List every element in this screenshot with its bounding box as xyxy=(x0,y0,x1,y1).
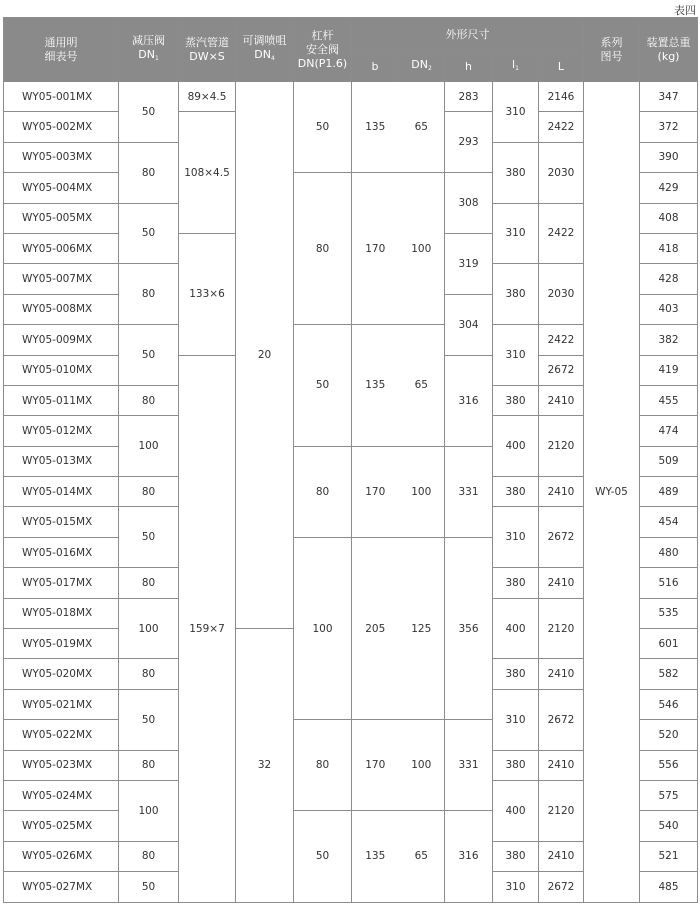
dn1-cell: 50 xyxy=(119,872,179,902)
l1-cell: 310 xyxy=(493,507,539,568)
b-cell: 170 xyxy=(352,720,399,811)
header-dn1: 减压阀 $DN_1$ xyxy=(119,18,179,82)
safety-valve-cell: 80 xyxy=(294,720,352,811)
weight-cell: 408 xyxy=(640,203,698,233)
L-cell: 2672 xyxy=(539,507,584,568)
dn1-cell: 50 xyxy=(119,82,179,143)
safety-valve-cell: 100 xyxy=(294,537,352,719)
l1-cell: 400 xyxy=(493,416,539,477)
h-cell: 356 xyxy=(445,537,493,719)
model-number-cell: WY05-019MX xyxy=(4,629,119,659)
h-cell: 331 xyxy=(445,720,493,811)
model-number-cell: WY05-003MX xyxy=(4,142,119,172)
l1-cell: 310 xyxy=(493,872,539,902)
safety-valve-cell: 50 xyxy=(294,82,352,173)
l1-cell: 380 xyxy=(493,477,539,507)
L-cell: 2120 xyxy=(539,598,584,659)
pipe-cell: 159×7 xyxy=(179,355,236,902)
header-name: 通用明 细表号 xyxy=(4,18,119,82)
header-dn4: 可调喷咀 $DN_4$ xyxy=(236,18,294,82)
model-number-cell: WY05-026MX xyxy=(4,841,119,871)
b-cell: 135 xyxy=(352,325,399,447)
L-cell: 2146 xyxy=(539,82,584,112)
weight-cell: 575 xyxy=(640,780,698,810)
dn1-cell: 80 xyxy=(119,568,179,598)
dn2-cell: 65 xyxy=(399,82,445,173)
L-cell: 2410 xyxy=(539,841,584,871)
model-number-cell: WY05-007MX xyxy=(4,264,119,294)
weight-cell: 582 xyxy=(640,659,698,689)
model-number-cell: WY05-027MX xyxy=(4,872,119,902)
weight-cell: 418 xyxy=(640,233,698,263)
l1-cell: 380 xyxy=(493,385,539,415)
spec-table xyxy=(3,17,698,903)
weight-cell: 521 xyxy=(640,841,698,871)
L-cell: 2030 xyxy=(539,142,584,203)
model-number-cell: WY05-005MX xyxy=(4,203,119,233)
weight-cell: 546 xyxy=(640,689,698,719)
model-number-cell: WY05-012MX xyxy=(4,416,119,446)
model-number-cell: WY05-021MX xyxy=(4,689,119,719)
L-cell: 2410 xyxy=(539,659,584,689)
table-body xyxy=(4,82,698,903)
weight-cell: 489 xyxy=(640,477,698,507)
weight-cell: 480 xyxy=(640,537,698,567)
model-number-cell: WY05-024MX xyxy=(4,780,119,810)
dn1-cell: 80 xyxy=(119,841,179,871)
L-cell: 2672 xyxy=(539,355,584,385)
L-cell: 2120 xyxy=(539,416,584,477)
model-number-cell: WY05-025MX xyxy=(4,811,119,841)
model-number-cell: WY05-002MX xyxy=(4,112,119,142)
weight-cell: 454 xyxy=(640,507,698,537)
dn1-cell: 80 xyxy=(119,659,179,689)
model-number-cell: WY05-017MX xyxy=(4,568,119,598)
header-series: 系列 图号 xyxy=(584,18,640,82)
pipe-cell: 108×4.5 xyxy=(179,112,236,234)
L-cell: 2422 xyxy=(539,112,584,142)
L-cell: 2422 xyxy=(539,325,584,355)
model-number-cell: WY05-010MX xyxy=(4,355,119,385)
dn1-cell: 50 xyxy=(119,689,179,750)
header-safety-valve: 杠杆 安全阀 DN(P1.6) xyxy=(294,18,352,82)
b-cell: 135 xyxy=(352,82,399,173)
weight-cell: 509 xyxy=(640,446,698,476)
safety-valve-cell: 80 xyxy=(294,446,352,537)
safety-valve-cell: 80 xyxy=(294,173,352,325)
L-cell: 2410 xyxy=(539,477,584,507)
model-number-cell: WY05-014MX xyxy=(4,477,119,507)
weight-cell: 347 xyxy=(640,82,698,112)
series-cell: WY-05 xyxy=(584,82,640,903)
header-h: h xyxy=(445,52,493,82)
weight-cell: 516 xyxy=(640,568,698,598)
dn1-cell: 100 xyxy=(119,416,179,477)
l1-cell: 310 xyxy=(493,82,539,143)
model-number-cell: WY05-009MX xyxy=(4,325,119,355)
l1-cell: 380 xyxy=(493,659,539,689)
dn1-cell: 80 xyxy=(119,142,179,203)
model-number-cell: WY05-018MX xyxy=(4,598,119,628)
weight-cell: 485 xyxy=(640,872,698,902)
weight-cell: 419 xyxy=(640,355,698,385)
model-number-cell: WY05-004MX xyxy=(4,173,119,203)
dn4-cell: 32 xyxy=(236,629,294,903)
weight-cell: 556 xyxy=(640,750,698,780)
h-cell: 304 xyxy=(445,294,493,355)
h-cell: 316 xyxy=(445,811,493,902)
l1-cell: 310 xyxy=(493,325,539,386)
header-L: L xyxy=(539,52,584,82)
model-number-cell: WY05-020MX xyxy=(4,659,119,689)
model-number-cell: WY05-008MX xyxy=(4,294,119,324)
dn1-cell: 100 xyxy=(119,598,179,659)
dn1-cell: 80 xyxy=(119,477,179,507)
dn1-cell: 50 xyxy=(119,325,179,386)
h-cell: 316 xyxy=(445,355,493,446)
L-cell: 2030 xyxy=(539,264,584,325)
b-cell: 205 xyxy=(352,537,399,719)
b-cell: 170 xyxy=(352,173,399,325)
L-cell: 2410 xyxy=(539,568,584,598)
h-cell: 319 xyxy=(445,233,493,294)
safety-valve-cell: 50 xyxy=(294,325,352,447)
model-number-cell: WY05-013MX xyxy=(4,446,119,476)
dn2-cell: 100 xyxy=(399,173,445,325)
pipe-cell: 133×6 xyxy=(179,233,236,355)
L-cell: 2422 xyxy=(539,203,584,264)
dn2-cell: 100 xyxy=(399,446,445,537)
b-cell: 170 xyxy=(352,446,399,537)
header-dn2: $DN_2$ xyxy=(399,52,445,82)
header-dimensions: 外形尺寸 xyxy=(352,18,584,52)
model-number-cell: WY05-015MX xyxy=(4,507,119,537)
h-cell: 331 xyxy=(445,446,493,537)
weight-cell: 535 xyxy=(640,598,698,628)
safety-valve-cell: 50 xyxy=(294,811,352,902)
weight-cell: 372 xyxy=(640,112,698,142)
l1-cell: 310 xyxy=(493,689,539,750)
weight-cell: 382 xyxy=(640,325,698,355)
model-number-cell: WY05-001MX xyxy=(4,82,119,112)
dn1-cell: 80 xyxy=(119,750,179,780)
dn2-cell: 100 xyxy=(399,720,445,811)
L-cell: 2410 xyxy=(539,385,584,415)
dn2-cell: 125 xyxy=(399,537,445,719)
header-weight: 装置总重 (kg) xyxy=(640,18,698,82)
dn1-cell: 80 xyxy=(119,385,179,415)
weight-cell: 455 xyxy=(640,385,698,415)
l1-cell: 380 xyxy=(493,750,539,780)
l1-cell: 380 xyxy=(493,841,539,871)
l1-cell: 380 xyxy=(493,264,539,325)
h-cell: 308 xyxy=(445,173,493,234)
weight-cell: 520 xyxy=(640,720,698,750)
l1-cell: 380 xyxy=(493,568,539,598)
weight-cell: 474 xyxy=(640,416,698,446)
weight-cell: 540 xyxy=(640,811,698,841)
L-cell: 2672 xyxy=(539,872,584,902)
l1-cell: 380 xyxy=(493,142,539,203)
header-pipe: 蒸汽管道 DW×S xyxy=(179,18,236,82)
dn1-cell: 100 xyxy=(119,780,179,841)
dn2-cell: 65 xyxy=(399,325,445,447)
weight-cell: 601 xyxy=(640,629,698,659)
l1-cell: 400 xyxy=(493,598,539,659)
l1-cell: 310 xyxy=(493,203,539,264)
weight-cell: 428 xyxy=(640,264,698,294)
L-cell: 2120 xyxy=(539,780,584,841)
model-number-cell: WY05-022MX xyxy=(4,720,119,750)
b-cell: 135 xyxy=(352,811,399,902)
L-cell: 2672 xyxy=(539,689,584,750)
table-caption: 表四 xyxy=(674,4,696,17)
pipe-cell: 89×4.5 xyxy=(179,82,236,112)
weight-cell: 403 xyxy=(640,294,698,324)
dn2-cell: 65 xyxy=(399,811,445,902)
h-cell: 283 xyxy=(445,82,493,112)
model-number-cell: WY05-016MX xyxy=(4,537,119,567)
model-number-cell: WY05-011MX xyxy=(4,385,119,415)
weight-cell: 429 xyxy=(640,173,698,203)
model-number-cell: WY05-023MX xyxy=(4,750,119,780)
dn4-cell: 20 xyxy=(236,82,294,629)
model-number-cell: WY05-006MX xyxy=(4,233,119,263)
weight-cell: 390 xyxy=(640,142,698,172)
dn1-cell: 50 xyxy=(119,203,179,264)
header-b: b xyxy=(352,52,399,82)
dn1-cell: 80 xyxy=(119,264,179,325)
h-cell: 293 xyxy=(445,112,493,173)
L-cell: 2410 xyxy=(539,750,584,780)
dn1-cell: 50 xyxy=(119,507,179,568)
l1-cell: 400 xyxy=(493,780,539,841)
header-l1: $l_1$ xyxy=(493,52,539,82)
table-row xyxy=(4,82,698,112)
